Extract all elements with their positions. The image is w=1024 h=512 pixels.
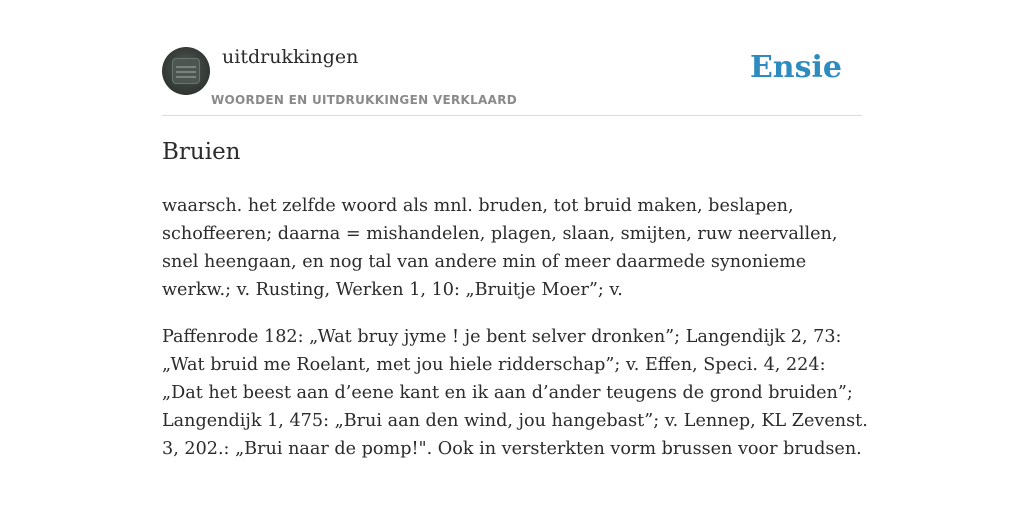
- avatar[interactable]: [162, 47, 210, 95]
- entry-content: [162, 192, 868, 482]
- site-header: [162, 46, 862, 116]
- entry-title: Bruien: [162, 139, 241, 165]
- avatar-detail: [176, 66, 196, 68]
- username-link[interactable]: uitdrukkingen: [222, 46, 359, 68]
- entry-paragraph: Paffenrode 182: „Wat bruy jyme ! je bent selver dronken”; Langendijk 2, 73: „Wat bruid me Roelant, met jou hiele ridderschap”; v. Effen, Speci. 4, 224: „Dat het beest aan d’eene kant en ik aan d’ander teugens de grond bruiden”; Langendijk 1, 475: „Brui aan den wind, jou hangebast”; v. Lennep, KL Zevenst. 3, 202.: „Brui naar de pomp!". Ook in versterkten vorm brussen voor brudsen.: [162, 327, 868, 459]
- entry-paragraph: waarsch. het zelfde woord als mnl. bruden, tot bruid maken, beslapen, schoffeeren; daarna = mishandelen, plagen, slaan, smijten, ruw neervallen, snel heengaan, en nog tal van andere min of meer daarmede synonieme werkw.; v. Rusting, Werken 1, 10: „Bruitje Moer”; v.: [162, 196, 838, 300]
- avatar-detail: [176, 71, 196, 73]
- ensie-logo-link[interactable]: Ensie: [749, 50, 842, 85]
- tagline: WOORDEN EN UITDRUKKINGEN VERKLAARD: [211, 93, 518, 107]
- avatar-detail: [176, 76, 196, 78]
